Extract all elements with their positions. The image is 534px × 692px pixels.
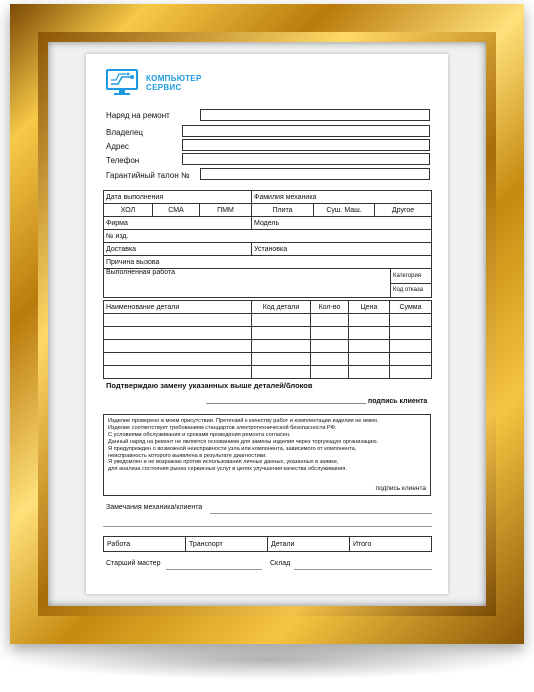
- mechanic-label: Фамилия механика: [252, 191, 432, 204]
- terms-line: Изделие проверено в моем присутствии. Претензий к качеству работ и комплектации изделия не имею.: [108, 418, 379, 424]
- item-no-label: № изд.: [104, 230, 432, 243]
- category-label: Категория: [391, 269, 432, 284]
- parts-row[interactable]: [104, 340, 432, 353]
- monitor-circuit-icon: [106, 69, 140, 97]
- repair-order-form: [86, 54, 448, 594]
- warehouse-label: Склад: [270, 560, 291, 567]
- parts-row[interactable]: [104, 327, 432, 340]
- parts-header-name: Наименование детали: [104, 301, 252, 314]
- type-pmm[interactable]: ПММ: [200, 204, 252, 217]
- totals-work[interactable]: Работа: [104, 537, 186, 552]
- type-sma[interactable]: СМА: [153, 204, 200, 217]
- terms-line: Изделие соответствует требованиям стандартов электротехнической безопасности РФ.: [108, 424, 337, 431]
- parts-row[interactable]: [104, 314, 432, 327]
- warehouse-line[interactable]: [294, 569, 432, 570]
- type-dryer[interactable]: Суш. Маш.: [314, 204, 375, 217]
- type-plita[interactable]: Плита: [252, 204, 314, 217]
- totals-transport[interactable]: Транспорт: [186, 537, 268, 552]
- phone-field[interactable]: [182, 153, 430, 165]
- terms-line: Я уведомлен и не возражаю против использования личных данных, указанных в заявке,: [108, 459, 339, 466]
- delivery-label: Доставка: [104, 243, 252, 256]
- address-label: Адрес: [106, 142, 129, 151]
- totals-table: [103, 536, 432, 552]
- parts-header-code: Код детали: [252, 301, 311, 314]
- client-signature-label: подпись клиента: [368, 398, 428, 405]
- type-hol[interactable]: ХОЛ: [104, 204, 153, 217]
- terms-signature-label: подпись клиента: [375, 485, 426, 492]
- warranty-field[interactable]: [200, 168, 430, 180]
- confirm-text: Подтверждаю замену указанных выше деталей/блоков: [106, 381, 313, 390]
- type-other[interactable]: Другое: [375, 204, 432, 217]
- parts-row[interactable]: [104, 366, 432, 379]
- owner-label: Владелец: [106, 128, 144, 137]
- address-field[interactable]: [182, 139, 430, 151]
- remarks-label: Замечания механика/клиента: [106, 504, 203, 511]
- terms-line: С условиями обслуживания и сроками проведения ремонта согласен.: [108, 431, 291, 438]
- senior-master-line[interactable]: [166, 569, 262, 570]
- install-label: Установка: [252, 243, 432, 256]
- reason-label: Причина вызова: [104, 256, 432, 269]
- parts-header-sum: Сумма: [390, 301, 432, 314]
- work-details-table: [103, 190, 432, 269]
- parts-header-qty: Кол-во: [311, 301, 349, 314]
- senior-master-label: Старший мастер: [106, 560, 161, 567]
- order-field[interactable]: [200, 109, 430, 121]
- parts-table: [103, 300, 432, 379]
- phone-label: Телефон: [106, 156, 140, 165]
- work-label: Выполненная работа: [104, 269, 391, 298]
- logo-line-1: КОМПЬЮТЕР: [146, 74, 202, 83]
- remarks-line[interactable]: [210, 513, 432, 514]
- terms-line: для анализа состояния рынка сервисных услуг в целях улучшения качества обслуживания.: [108, 466, 347, 473]
- terms-text: [108, 418, 379, 473]
- remarks-line[interactable]: [103, 526, 432, 527]
- terms-line: Я предупрежден о возможной неисправности узла или компонента, зависимого от компонента,: [108, 445, 357, 452]
- warranty-label: Гарантийный талон №: [106, 171, 190, 180]
- refusal-code-label: Код отказа: [391, 283, 432, 298]
- owner-field[interactable]: [182, 125, 430, 137]
- work-category-table: [103, 268, 432, 298]
- company-logo: [106, 69, 202, 97]
- order-label: Наряд на ремонт: [106, 111, 170, 120]
- date-label: Дата выполнения: [104, 191, 252, 204]
- terms-line: Данный наряд на ремонт не является основанием для замены изделия через торгующую организацию.: [108, 438, 379, 445]
- logo-line-2: СЕРВИС: [146, 83, 182, 92]
- totals-parts[interactable]: Детали: [268, 537, 350, 552]
- frame-shadow: [14, 640, 520, 680]
- logo-text: [146, 74, 202, 92]
- parts-row[interactable]: [104, 353, 432, 366]
- client-signature-line[interactable]: [206, 403, 366, 404]
- model-label: Модель: [252, 217, 432, 230]
- parts-header-price: Цена: [349, 301, 390, 314]
- terms-notice: [103, 414, 431, 496]
- totals-total[interactable]: Итого: [350, 537, 432, 552]
- terms-line: неисправность которого выявлена в результате диагностики.: [108, 452, 267, 459]
- firm-label: Фирма: [104, 217, 252, 230]
